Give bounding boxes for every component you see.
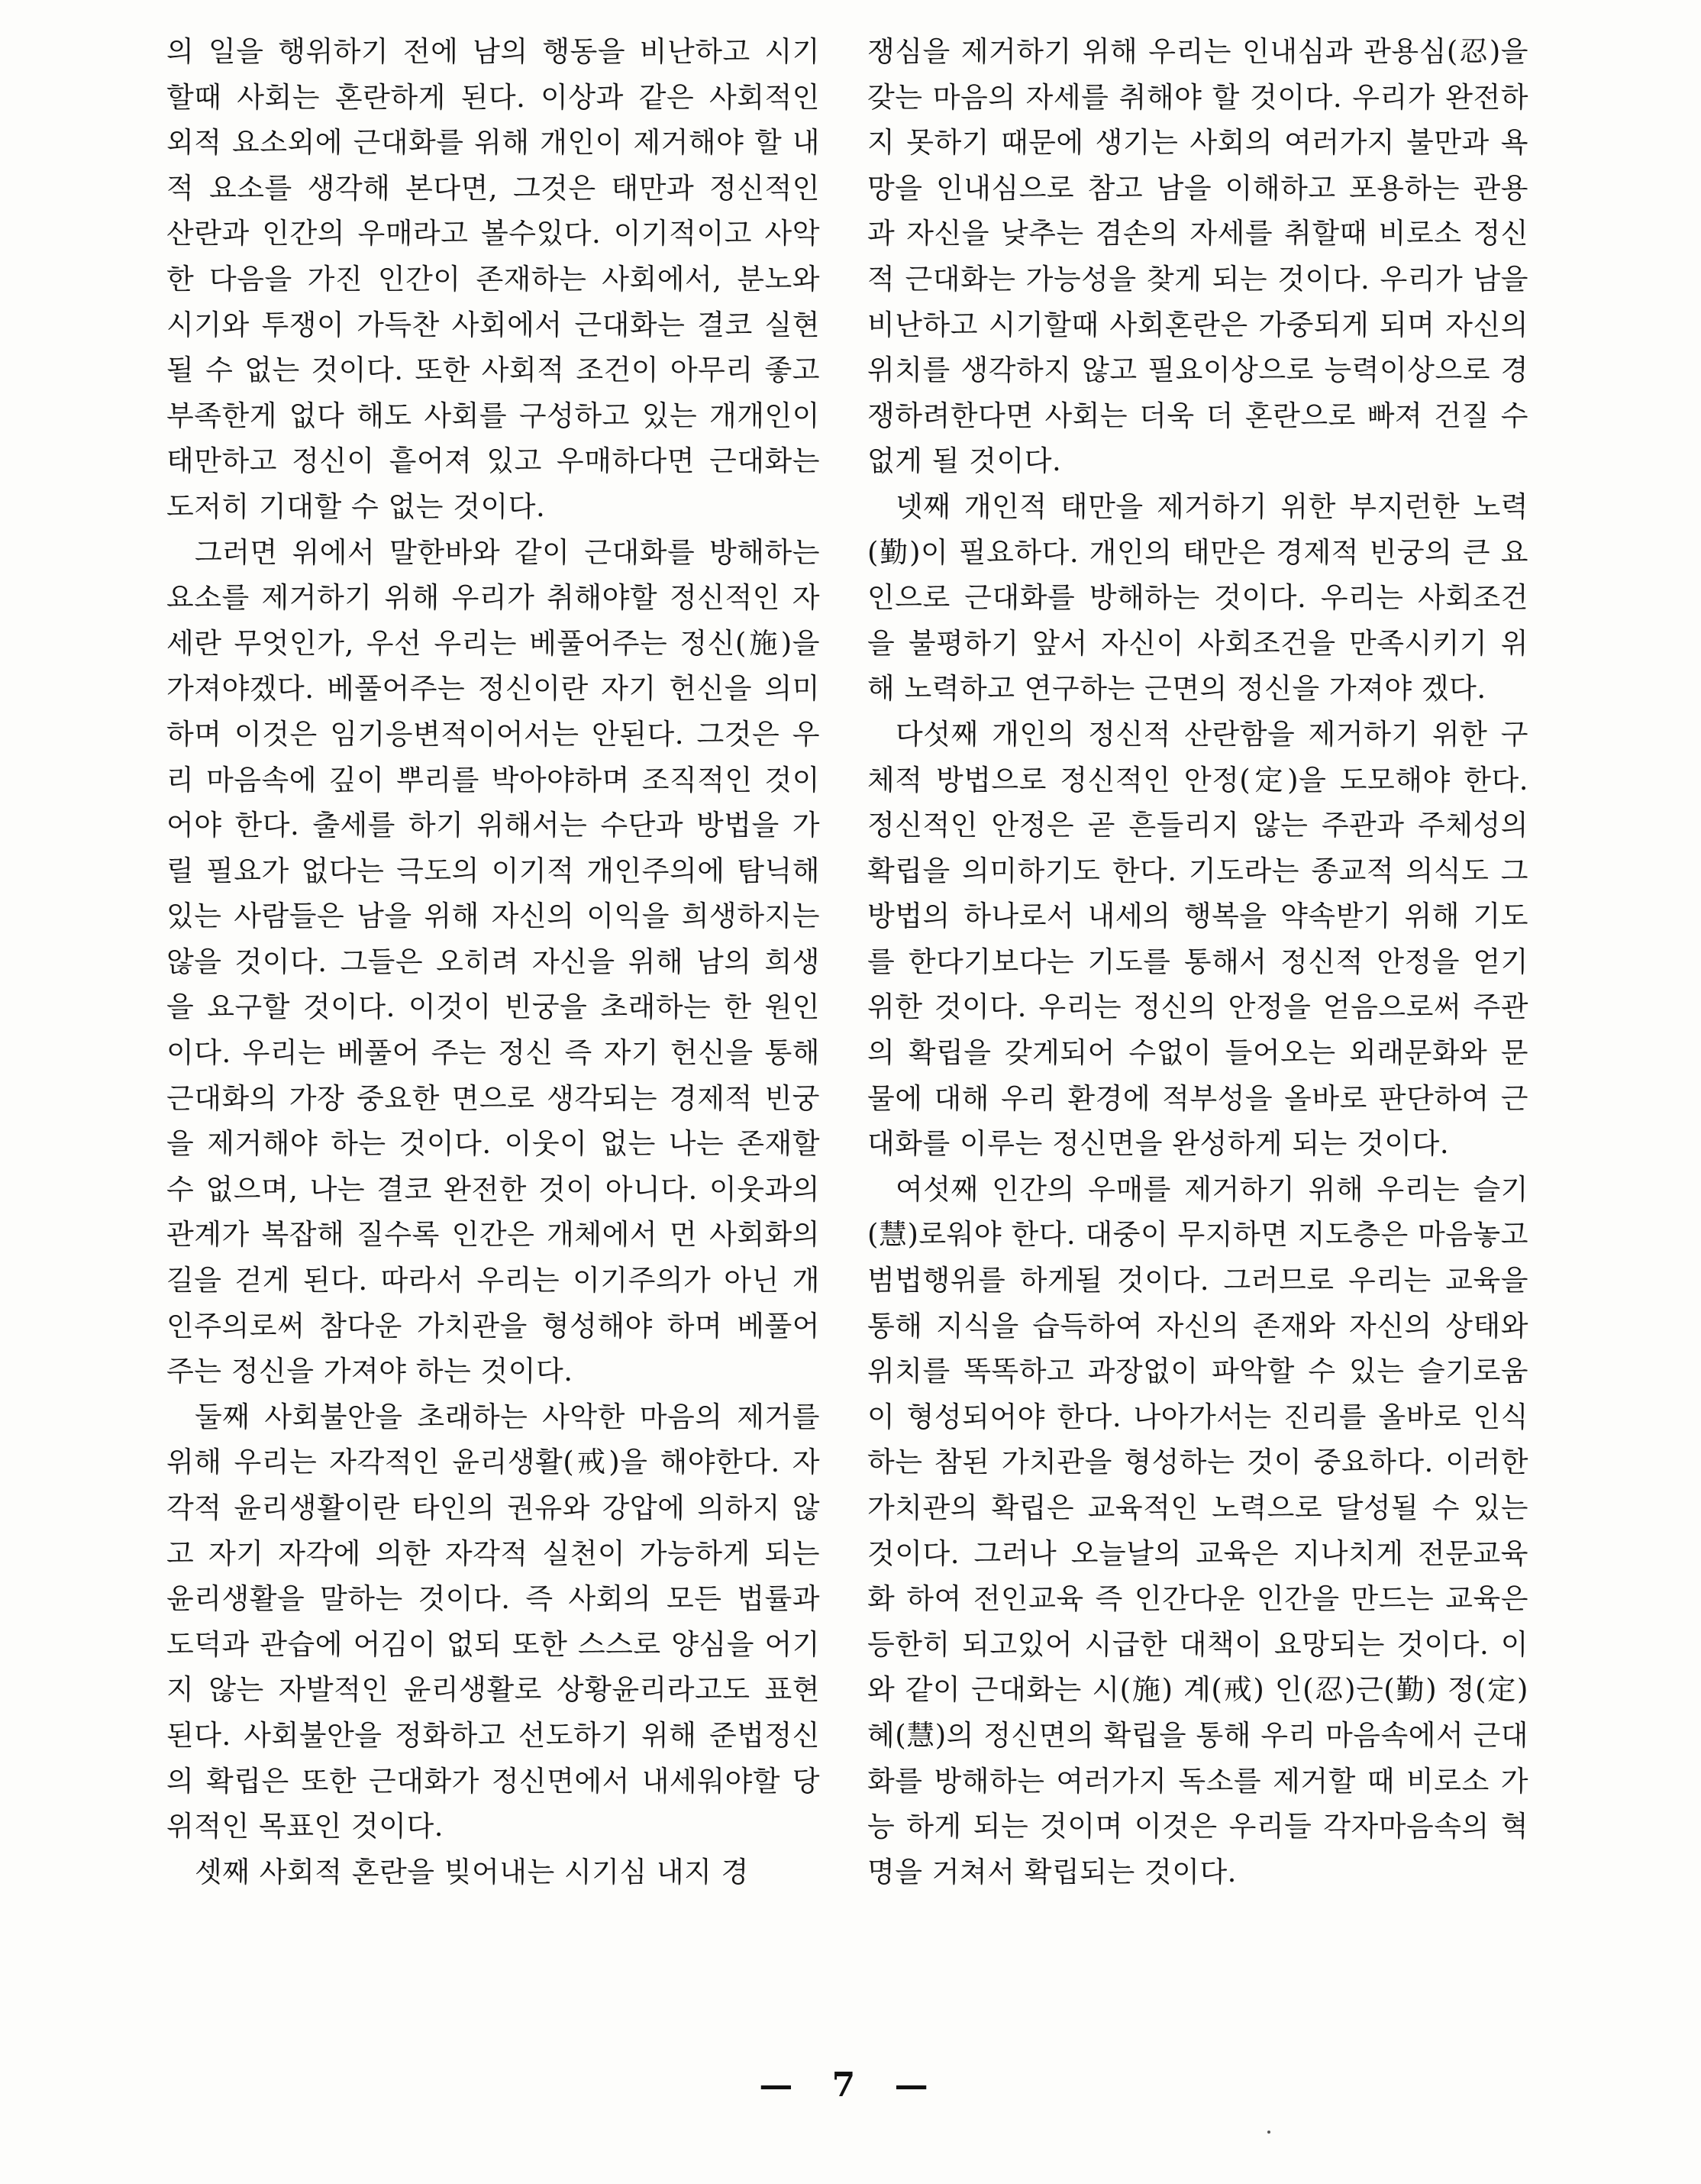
scan-speck	[1267, 2131, 1270, 2134]
paragraph: 쟁심을 제거하기 위해 우리는 인내심과 관용심(忍)을 갖는 마음의 자세를 취해야 할 것이다. 우리가 완전하지 못하기 때문에 생기는 사회의 여러가지 불만과 욕망을 인내심으로 참고 남을 이해하고 포용하는 관용과 자신을 낮추는 겸손의 자세를 취할때 비로소 정신적 근대화는 가능성을 찾게 되는 것이다. 우리가 남을 비난하고 시기할때 사회혼란은 가중되게 되며 자신의 위치를 생각하지 않고 필요이상으로 능력이상으로 경쟁하려한다면 사회는 더욱 더 혼란으로 빠져 건질 수 없게 될 것이다.	[867, 35, 1528, 478]
right-column	[867, 29, 1528, 2060]
paragraph: 셋째 사회적 혼란을 빚어내는 시기심 내지 경	[195, 1855, 749, 1888]
left-column	[166, 29, 820, 2060]
paragraph: 그러면 위에서 말한바와 같이 근대화를 방해하는 요소를 제거하기 위해 우리가 취해야할 정신적인 자세란 무엇인가, 우선 우리는 베풀어주는 정신(施)을 가져야겠다. 베풀어주는 정신이란 자기 헌신을 의미하며 이것은 임기응변적이어서는 안된다. 그것은 우리 마음속에 깊이 뿌리를 박아야하며 조직적인 것이어야 한다. 출세를 하기 위해서는 수단과 방법을 가릴 필요가 없다는 극도의 이기적 개인주의에 탐닉해 있는 사람들은 남을 위해 자신의 이익을 희생하지는 않을 것이다. 그들은 오히려 자신을 위해 남의 희생을 요구할 것이다. 이것이 빈궁을 초래하는 한 원인이다. 우리는 베풀어 주는 정신 즉 자기 헌신을 통해 근대화의 가장 중요한 면으로 생각되는 경제적 빈궁을 제거해야 하는 것이다. 이웃이 없는 나는 존재할 수 없으며, 나는 결코 완전한 것이 아니다. 이웃과의 관계가 복잡해 질수록 인간은 개체에서 먼 사회화의 길을 걷게 된다. 따라서 우리는 이기주의가 아닌 개인주의로써 참다운 가치관을 형성해야 하며 베풀어 주는 정신을 가져야 하는 것이다.	[166, 535, 820, 1388]
paragraph: 넷째 개인적 태만을 제거하기 위한 부지런한 노력(勤)이 필요하다. 개인의 태만은 경제적 빈궁의 큰 요인으로 근대화를 방해하는 것이다. 우리는 사회조건을 불평하기 앞서 자신이 사회조건을 만족시키기 위해 노력하고 연구하는 근면의 정신을 가져야 겠다.	[867, 489, 1528, 706]
paragraph: 의 일을 행위하기 전에 남의 행동을 비난하고 시기 할때 사회는 혼란하게 된다. 이상과 같은 사회적인 외적 요소외에 근대화를 위해 개인이 제거해야 할 내적 요소를 생각해 본다면, 그것은 태만과 정신적인 산란과 인간의 우매라고 볼수있다. 이기적이고 사악한 다음을 가진 인간이 존재하는 사회에서, 분노와 시기와 투쟁이 가득찬 사회에서 근대화는 결코 실현될 수 없는 것이다. 또한 사회적 조건이 아무리 좋고 부족한게 없다 해도 사회를 구성하고 있는 개개인이 태만하고 정신이 흩어져 있고 우매하다면 근대화는 도저히 기대할 수 없는 것이다.	[166, 35, 820, 523]
paragraph: 여섯째 인간의 우매를 제거하기 위해 우리는 슬기(慧)로워야 한다. 대중이 무지하면 지도층은 마음놓고 범법행위를 하게될 것이다. 그러므로 우리는 교육을 통해 지식을 습득하여 자신의 존재와 자신의 상태와 위치를 똑똑하고 과장없이 파악할 수 있는 슬기로움이 형성되어야 한다. 나아가서는 진리를 올바로 인식하는 참된 가치관을 형성하는 것이 중요하다. 이러한 가치관의 확립은 교육적인 노력으로 달성될 수 있는 것이다. 그러나 오늘날의 교육은 지나치게 전문교육화 하여 전인교육 즉 인간다운 인간을 만드는 교육은 등한히 되고있어 시급한 대책이 요망되는 것이다. 이와 같이 근대화는 시(施) 계(戒) 인(忍)근(勤) 정(定) 혜(慧)의 정신면의 확립을 통해 우리 마음속에서 근대화를 방해하는 여러가지 독소를 제거할 때 비로소 가능 하게 되는 것이며 이것은 우리들 각자마음속의 혁명을 거쳐서 확립되는 것이다.	[867, 1172, 1528, 1888]
page-number: — 7 —	[759, 2066, 942, 2105]
paragraph: 다섯째 개인의 정신적 산란함을 제거하기 위한 구체적 방법으로 정신적인 안정(定)을 도모해야 한다. 정신적인 안정은 곧 흔들리지 않는 주관과 주체성의 확립을 의미하기도 한다. 기도라는 종교적 의식도 그 방법의 하나로서 내세의 행복을 약속받기 위해 기도를 한다기보다는 기도를 통해서 정신적 안정을 얻기 위한 것이다. 우리는 정신의 안정을 얻음으로써 주관의 확립을 갖게되어 수없이 들어오는 외래문화와 문물에 대해 우리 환경에 적부성을 올바로 판단하여 근대화를 이루는 정신면을 완성하게 되는 것이다.	[867, 717, 1528, 1161]
paragraph: 둘째 사회불안을 초래하는 사악한 마음의 제거를 위해 우리는 자각적인 윤리생활(戒)을 해야한다. 자각적 윤리생활이란 타인의 권유와 강압에 의하지 않고 자기 자각에 의한 자각적 실천이 가능하게 되는 윤리생활을 말하는 것이다. 즉 사회의 모든 법률과 도덕과 관습에 어김이 없되 또한 스스로 양심을 어기지 않는 자발적인 윤리생활로 상황윤리라고도 표현된다. 사회불안을 정화하고 선도하기 위해 준법정신의 확립은 또한 근대화가 정신면에서 내세워야할 당위적인 목표인 것이다.	[166, 1400, 820, 1843]
